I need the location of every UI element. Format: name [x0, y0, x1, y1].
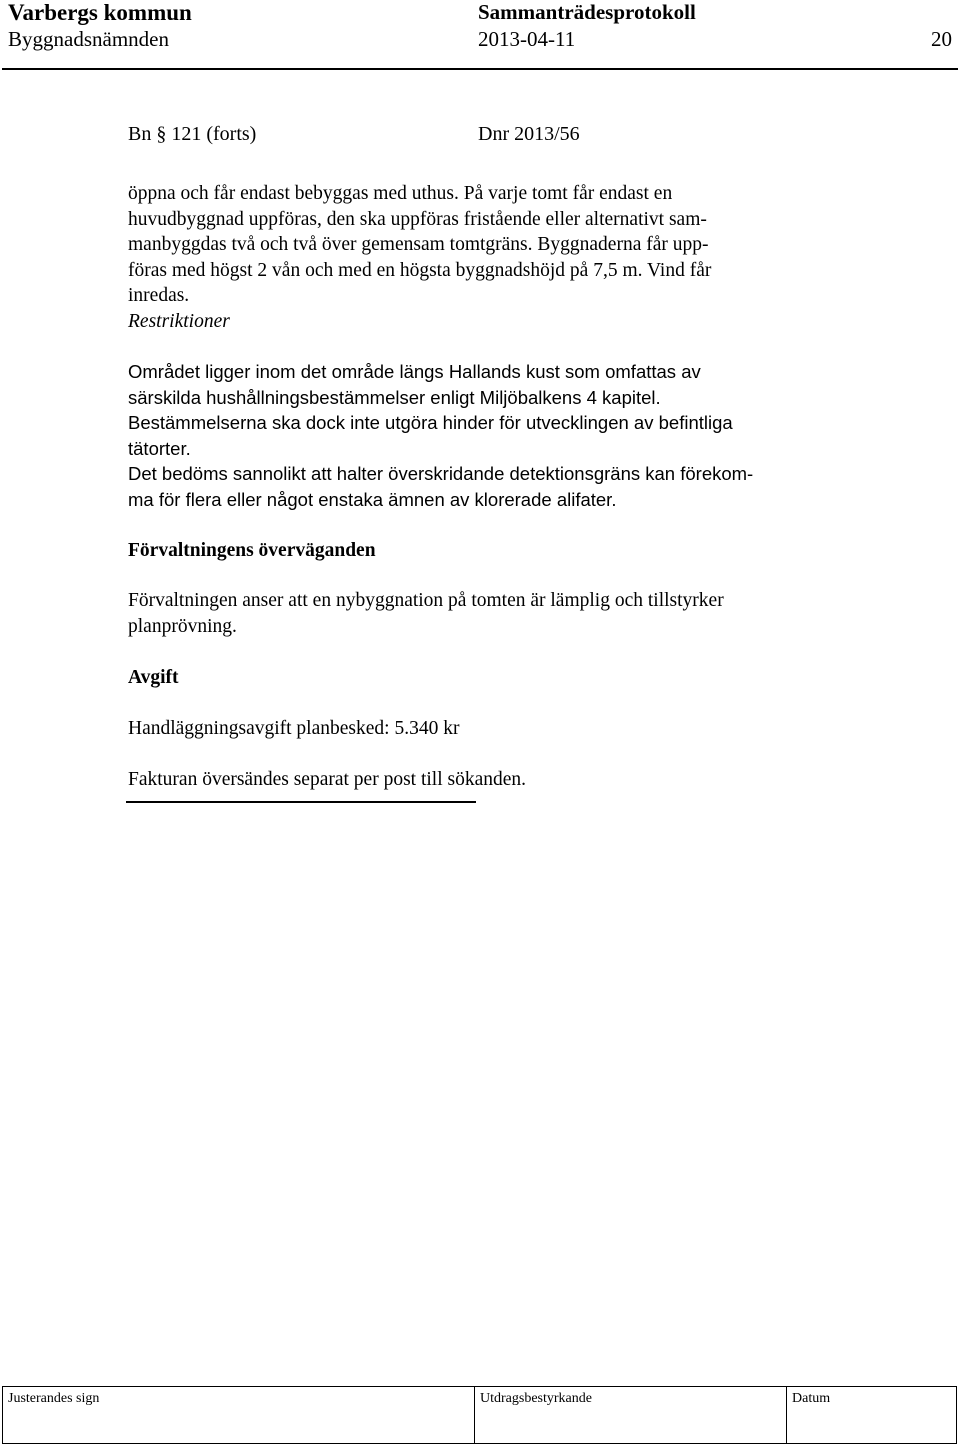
intro-line: inredas. [128, 285, 190, 306]
fee-heading: Avgift [128, 667, 179, 688]
intro-line: föras med högst 2 vån och med en högsta byggnadshöjd på 7,5 m. Vind får [128, 260, 712, 281]
restrictions-line: tätorter. [128, 438, 191, 459]
page-number: 20 [931, 27, 952, 51]
extract-certification-cell: Utdragsbestyrkande [475, 1387, 787, 1443]
restrictions-line: särskilda hushållningsbestämmelser enligt Miljöbalkens 4 kapitel. [128, 387, 661, 408]
organization-name: Varbergs kommun [8, 0, 192, 25]
considerations-heading: Förvaltningens överväganden [128, 540, 376, 561]
detection-line: Det bedöms sannolikt att halter överskridande detektionsgräns kan förekom- [128, 463, 754, 484]
date-cell: Datum [792, 1391, 831, 1406]
restrictions-line: Området ligger inom det område längs Hallands kust som omfattas av [128, 361, 701, 382]
considerations-line: Förvaltningen anser att en nybyggnation på tomten är lämplig och tillstyrker [128, 590, 724, 611]
considerations-line: planprövning. [128, 616, 237, 637]
restrictions-line: Bestämmelserna ska dock inte utgöra hinder för utvecklingen av befintliga [128, 412, 733, 433]
meeting-date: 2013-04-11 [478, 27, 576, 51]
invoice-text: Fakturan översändes separat per post till sökanden. [128, 769, 527, 790]
adjuster-sign-cell: Justerandes sign [3, 1387, 475, 1443]
intro-line: manbyggdas två och två över gemensam tomtgräns. Byggnaderna får upp- [128, 234, 709, 255]
header-divider [2, 68, 958, 70]
fee-text: Handläggningsavgift planbesked: 5.340 kr [128, 718, 460, 739]
paragraph-reference: Bn § 121 (forts) [128, 123, 257, 145]
end-divider [126, 801, 476, 803]
intro-line: öppna och får endast bebyggas med uthus. På varje tomt får endast en [128, 183, 673, 204]
department-name: Byggnadsnämnden [8, 27, 169, 51]
diary-number: Dnr 2013/56 [478, 123, 580, 145]
document-type: Sammanträdesprotokoll [478, 0, 696, 24]
restrictions-heading: Restriktioner [128, 311, 230, 332]
detection-line: ma för flera eller något enstaka ämnen av klorerade alifater. [128, 489, 617, 510]
intro-line: huvudbyggnad uppföras, den ska uppföras fristående eller alternativt sam- [128, 209, 707, 230]
signature-footer [2, 1386, 957, 1444]
